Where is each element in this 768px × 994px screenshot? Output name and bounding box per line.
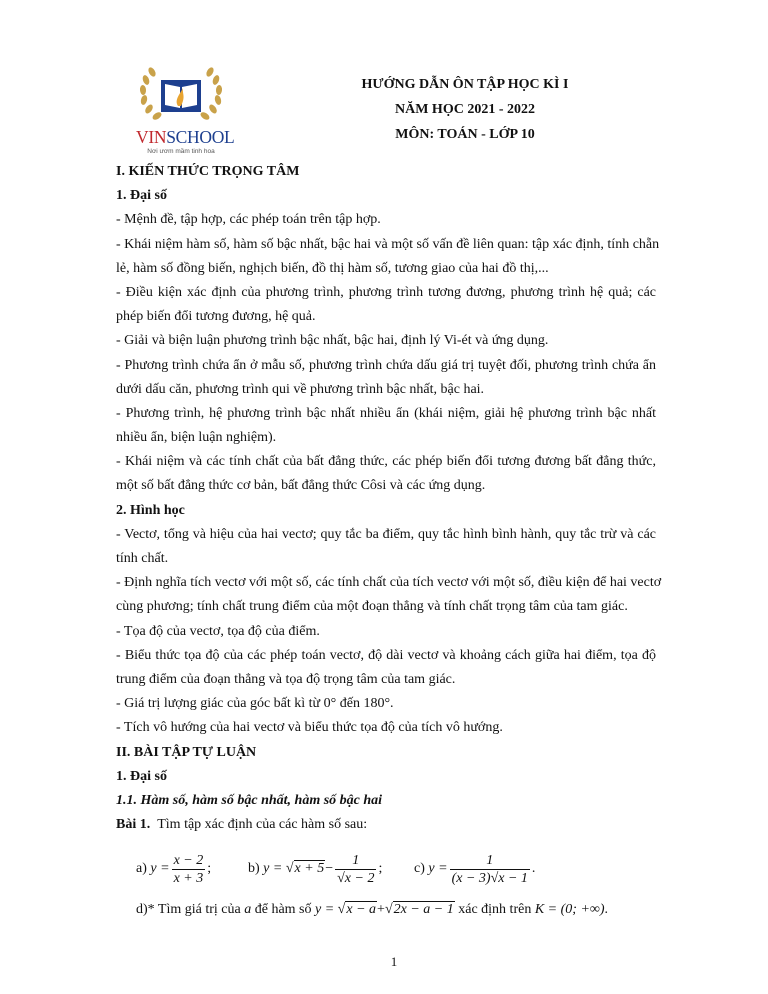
square-root: √2x − a − 1 xyxy=(384,902,454,917)
part-label: c) xyxy=(414,861,425,876)
radicand: x + 5 xyxy=(294,861,325,876)
algebra-line: - Khái niệm và các tính chất của bất đẳng thức, các phép biến đổi tương đương bất đẳng thức, xyxy=(116,454,656,470)
radicand: 2x − a − 1 xyxy=(393,902,454,917)
subsection-heading: 1.1. Hàm số, hàm số bậc nhất, hàm số bậc hai xyxy=(116,792,383,808)
algebra-line: dưới dấu căn, phương trình qui về phương trình bậc nhất, bậc hai. xyxy=(116,381,485,397)
geometry-line: - Định nghĩa tích vectơ với một số, các tính chất của tích vectơ với một số, điều kiện để hai vectơ xyxy=(116,575,662,591)
geometry-line: - Giá trị lượng giác của góc bất kì từ 0° đến 180°. xyxy=(116,696,394,712)
vinschool-logo xyxy=(134,60,235,160)
section-1-heading: I. KIẾN THỨC TRỌNG TÂM xyxy=(116,164,300,179)
header-subject: MÔN: TOÁN - LỚP 10 xyxy=(395,127,535,142)
geometry-line: - Vectơ, tổng và hiệu của hai vectơ; quy tắc ba điểm, quy tắc hình bình hành, quy tắc trừ và các xyxy=(116,526,656,542)
text: Tìm giá trị của xyxy=(157,902,241,917)
domain-set: K = (0; +∞) xyxy=(534,902,605,917)
algebra-line: - Phương trình, hệ phương trình bậc nhất nhiều ẩn (khái niệm, giải hệ phương trình bậc nhất xyxy=(116,405,656,421)
function-b xyxy=(248,846,382,892)
header-school-year: NĂM HỌC 2021 - 2022 xyxy=(395,102,535,117)
geometry-line: cùng phương; tính chất trung điểm của một đoạn thẳng và tính chất trọng tâm của tam giác. xyxy=(116,599,628,615)
lhs: y = xyxy=(315,902,335,917)
algebra-line: phép biến đổi tương đương, hệ quả. xyxy=(116,309,316,325)
part-label: d)* xyxy=(136,902,155,917)
exercise-1-prompt xyxy=(116,813,656,837)
fraction xyxy=(335,852,376,887)
logo-brand-school: SCHOOL xyxy=(166,127,235,147)
lhs: y = xyxy=(150,861,170,876)
algebra-line: - Mệnh đề, tập hợp, các phép toán trên tập hợp. xyxy=(116,212,381,228)
algebra-line: lẻ, hàm số đồng biến, nghịch biến, đồ thị hàm số, tương giao của hai đồ thị,... xyxy=(116,260,549,276)
square-root: √x − a xyxy=(337,902,377,917)
lhs: y = xyxy=(263,861,283,876)
document-body xyxy=(116,160,662,837)
exercise-label: Bài 1. xyxy=(116,817,151,833)
section-2-heading: II. BÀI TẬP TỰ LUẬN xyxy=(116,744,257,760)
geometry-line: tính chất. xyxy=(116,551,169,566)
page-number: 1 xyxy=(390,954,398,969)
document-header xyxy=(300,72,630,147)
radicand: x − 1 xyxy=(498,870,528,886)
exercise-prompt-text: Tìm tập xác định của các hàm số sau: xyxy=(157,817,368,833)
logo-brand-vin: VIN xyxy=(136,127,167,147)
part-label: a) xyxy=(136,861,147,876)
lhs: y = xyxy=(428,861,448,876)
punctuation: ; xyxy=(378,861,383,876)
geometry-line: - Tích vô hướng của hai vectơ và biểu thức tọa độ của tích vô hướng. xyxy=(116,720,503,736)
numerator: 1 xyxy=(486,852,494,868)
geometry-heading: 2. Hình học xyxy=(116,502,185,518)
punctuation: . xyxy=(531,861,536,876)
exercise-1-part-d xyxy=(136,898,656,922)
algebra-line: - Điều kiện xác định của phương trình, phương trình tương đương, phương trình hệ quả; các xyxy=(116,284,656,300)
denominator: (x − 3)√x − 1 xyxy=(451,870,528,886)
part-label: b) xyxy=(248,861,260,876)
numerator: x − 2 xyxy=(173,852,204,868)
operator: + xyxy=(377,902,385,917)
algebra-line: một số bất đẳng thức cơ bản, bất đẳng thức Côsi và các ứng dụng. xyxy=(116,478,486,494)
algebra-heading: 1. Đại số xyxy=(116,188,167,204)
geometry-line: trung điểm của đoạn thẳng và tọa độ trọng tâm của tam giác. xyxy=(116,671,456,687)
radicand: x − 2 xyxy=(344,870,375,886)
punctuation: ; xyxy=(207,861,212,876)
exercise-1-functions xyxy=(136,846,556,892)
denominator: x + 3 xyxy=(173,870,204,886)
function-a xyxy=(136,846,211,892)
logo-emblem-icon xyxy=(134,60,228,128)
square-root: √x + 5 xyxy=(285,861,325,876)
logo-brand-name xyxy=(136,127,235,147)
geometry-line: - Biểu thức tọa độ của các phép toán vectơ, độ dài vectơ và khoảng cách giữa hai điểm, tọa độ xyxy=(116,647,656,663)
variable: a xyxy=(244,902,252,917)
numerator: 1 xyxy=(352,852,360,868)
algebra-line: - Khái niệm hàm số, hàm số bậc nhất, bậc hai và một số vấn đề liên quan: tập xác định, tính chẵn xyxy=(116,236,660,252)
punctuation: . xyxy=(604,902,609,917)
fraction xyxy=(172,852,206,887)
function-c xyxy=(414,846,535,892)
text: để hàm số xyxy=(254,902,312,917)
logo-tagline: Nơi ươm mầm tinh hoa xyxy=(147,148,215,155)
fraction xyxy=(450,852,530,887)
geometry-line: - Tọa độ của vectơ, tọa độ của điểm. xyxy=(116,623,320,639)
operator: − xyxy=(325,861,334,876)
header-title: HƯỚNG DẪN ÔN TẬP HỌC KÌ I xyxy=(361,77,569,92)
denominator: √x − 2 xyxy=(337,870,375,886)
text: xác định trên xyxy=(458,902,532,917)
factor: (x − 3) xyxy=(451,870,491,886)
algebra-line: nhiều ẩn, biện luận nghiệm). xyxy=(116,430,277,446)
algebra-line: - Giải và biện luận phương trình bậc nhất, bậc hai, định lý Vi-ét và ứng dụng. xyxy=(116,333,549,349)
section-2-algebra-heading: 1. Đại số xyxy=(116,768,167,784)
radicand: x − a xyxy=(346,902,377,917)
algebra-line: - Phương trình chứa ẩn ở mẫu số, phương trình chứa dấu giá trị tuyệt đối, phương trình chứa ẩn xyxy=(116,357,656,373)
